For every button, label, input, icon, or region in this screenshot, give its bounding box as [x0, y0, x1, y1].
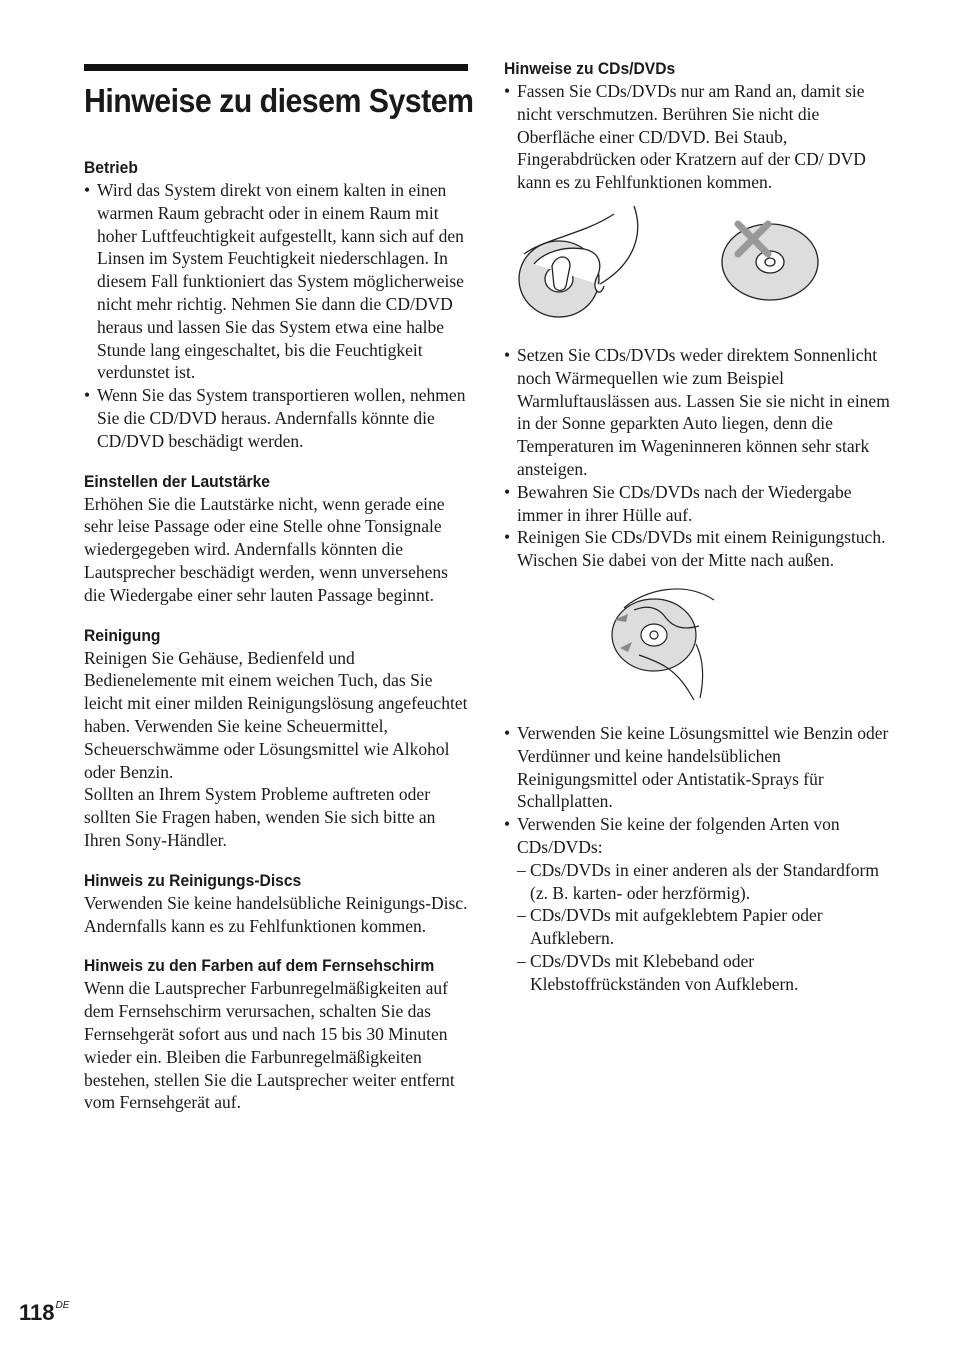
list-item: • Wenn Sie das System transportieren wollen, nehmen Sie die CD/DVD heraus. Andernfalls könnte die CD/DVD beschädigt werden. [84, 384, 470, 452]
paragraph: Sollten an Ihrem System Probleme auftreten oder sollten Sie Fragen haben, wenden Sie sich bitte an Ihren Sony-Händler. [84, 784, 436, 850]
section-heading: Hinweis zu den Farben auf dem Fernsehschirm [84, 956, 435, 976]
list-item: • Reinigen Sie CDs/DVDs mit einem Reinigungstuch. Wischen Sie dabei von der Mitte nach außen. [504, 526, 894, 572]
paragraph: Erhöhen Sie die Lautstärke nicht, wenn gerade eine sehr leise Passage oder eine Stelle ohne Tonsignale wiedergegeben wird. Andernfalls könnten die Lautsprecher beschädigt werden, wenn unversehens die Wiedergabe einer sehr lauten Passage beginnt. [84, 493, 448, 605]
page-title: Hinweise zu diesem System [84, 82, 474, 119]
section-heading: Hinweise zu CDs/DVDs [504, 59, 676, 78]
bullet-list [504, 722, 894, 996]
bullet-list [504, 344, 894, 572]
paragraph: Verwenden Sie keine handelsübliche Reinigungs-Disc. Andernfalls kann es zu Fehlfunktionen kommen. [84, 892, 468, 936]
disc-handling-figure [504, 194, 894, 344]
hand-holding-disc-icon [504, 194, 894, 344]
paragraph: Wenn die Lautsprecher Farbunregelmäßigkeiten auf dem Fernsehschirm verursachen, schalten Sie das Fernsehgerät sofort aus und nach 15 bis 30 Minuten wieder ein. Bleiben die Farbunregelmäßigkeiten bestehen, stellen Sie die Lautsprecher weiter entfernt vom Fernsehgerät auf. [84, 978, 455, 1113]
list-item [504, 813, 894, 995]
title-rule [84, 64, 468, 71]
disc-wiping-icon [604, 580, 744, 720]
section-reinigungsdiscs [84, 870, 470, 938]
section-heading: Reinigung [84, 625, 161, 645]
section-betrieb [84, 157, 470, 453]
left-column [84, 64, 474, 1114]
section-farben [84, 955, 470, 1114]
disc-wiping-figure [504, 572, 894, 722]
page-number-suffix: DE [55, 1300, 70, 1311]
paragraph: Reinigen Sie Gehäuse, Bedienfeld und Bedienelemente mit einem weichen Tuch, das Sie leicht mit einer milden Reinigungslösung angefeuchtet haben. Verwenden Sie keine Scheuermittel, Scheuerschwämme oder Lösungsmittel wie Alkohol oder Benzin. [84, 647, 468, 782]
dash-item: – CDs/DVDs in einer anderen als der Standardform (z. B. karten- oder herzförmig). [517, 859, 894, 905]
section-heading: Einstellen der Lautstärke [84, 471, 271, 491]
disc-crossed-out-icon [718, 214, 828, 324]
dash-list [517, 859, 894, 996]
section-lautstaerke [84, 471, 470, 607]
section-heading: Hinweis zu Reinigungs-Discs [84, 870, 302, 890]
page-number-value: 118 [19, 1300, 55, 1325]
dash-item: – CDs/DVDs mit Klebeband oder Klebstoffrückständen von Aufklebern. [517, 950, 894, 996]
dash-item: – CDs/DVDs mit aufgeklebtem Papier oder Aufklebern. [517, 904, 894, 950]
page-number [19, 1300, 69, 1326]
list-item: • Fassen Sie CDs/DVDs nur am Rand an, damit sie nicht verschmutzen. Berühren Sie nicht die Oberfläche einer CD/DVD. Bei Staub, Fingerabdrücken oder Kratzern auf der CD/ DVD kann es zu Fehlfunktionen kommen. [504, 80, 894, 194]
list-item: • Verwenden Sie keine Lösungsmittel wie Benzin oder Verdünner und keine handelsüblichen Reinigungsmittel oder Antistatik-Sprays für Schallplatten. [504, 722, 894, 813]
section-heading: Betrieb [84, 158, 138, 177]
list-item: • Setzen Sie CDs/DVDs weder direktem Sonnenlicht noch Wärmequellen wie zum Beispiel Warmluftauslässen aus. Lassen Sie sie nicht in einem in der Sonne geparkten Auto liegen, denn die Temperaturen im Wageninneren können sehr stark ansteigen. [504, 344, 894, 481]
right-column [504, 58, 894, 996]
list-item: • Wird das System direkt von einem kalten in einen warmen Raum gebracht oder in einem Raum mit hoher Luftfeuchtigkeit aufgestellt, kann sich auf den Linsen im System Feuchtigkeit niederschlagen. In diesem Fall funktioniert das System möglicherweise nicht mehr richtig. Nehmen Sie dann die CD/DVD heraus und lassen Sie das System etwa eine halbe Stunde lang eingeschaltet, bis die Feuchtigkeit verdunstet ist. [84, 179, 470, 384]
bullet-list [504, 80, 894, 194]
bullet-list [84, 179, 470, 453]
list-item-text: Verwenden Sie keine der folgenden Arten von CDs/DVDs: [517, 814, 840, 857]
list-item: • Bewahren Sie CDs/DVDs nach der Wiedergabe immer in ihrer Hülle auf. [504, 481, 894, 527]
section-reinigung [84, 625, 470, 852]
